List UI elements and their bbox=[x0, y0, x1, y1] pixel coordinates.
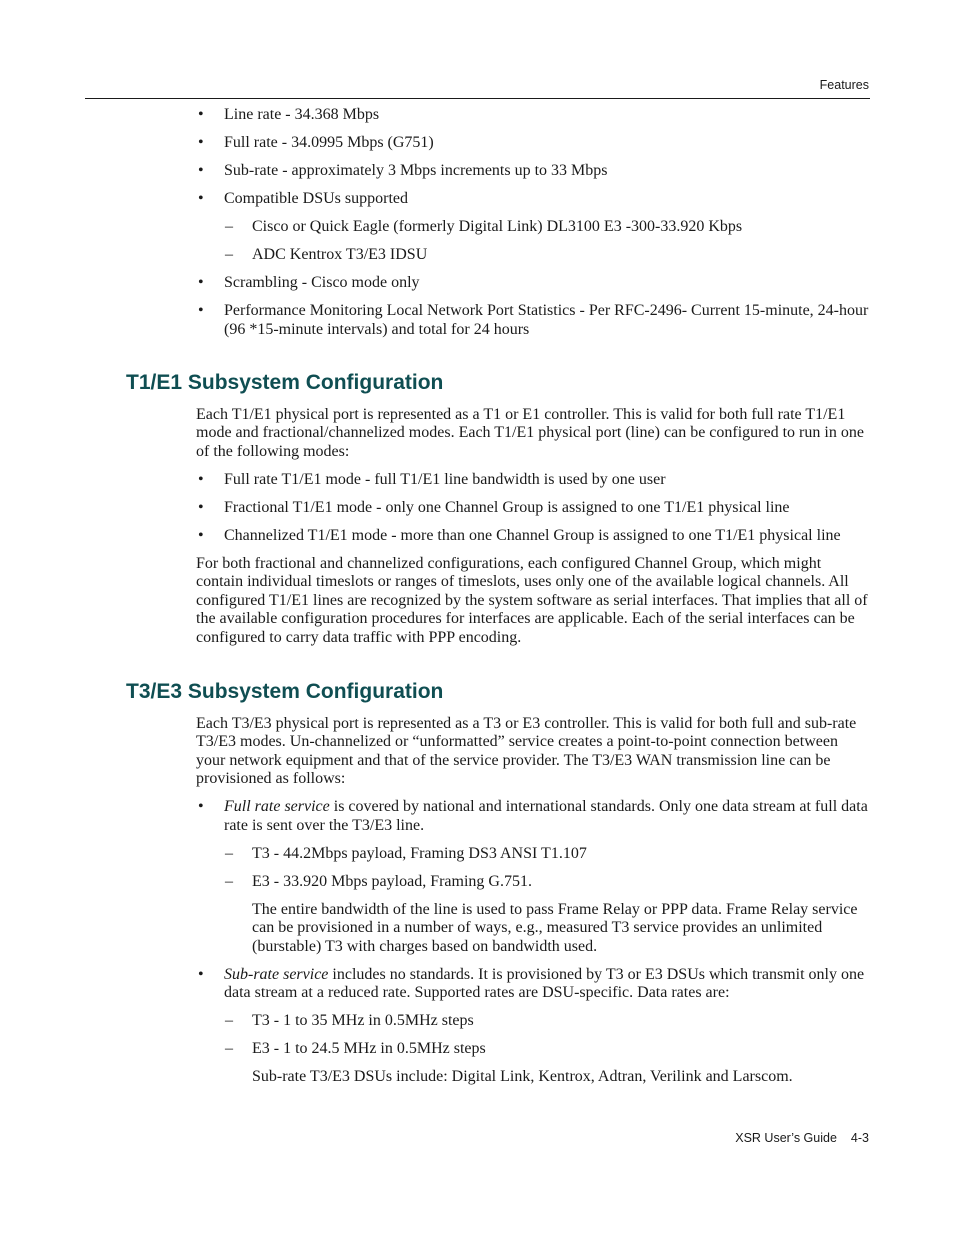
list-item: • Fractional T1/E1 mode - only one Channel Group is assigned to one T1/E1 physical line bbox=[224, 499, 870, 518]
list-item: • Scrambling - Cisco mode only bbox=[224, 274, 870, 293]
list-item: • Channelized T1/E1 mode - more than one Channel Group is assigned to one T1/E1 physical line bbox=[224, 527, 870, 546]
footer-title: XSR User’s Guide bbox=[735, 1131, 837, 1145]
running-header: Features bbox=[819, 78, 869, 92]
sub-list-item: – E3 - 33.920 Mbps payload, Framing G.751. bbox=[252, 873, 870, 892]
list-item: • Full rate T1/E1 mode - full T1/E1 line bandwidth is used by one user bbox=[224, 471, 870, 490]
sub-list-item: – Cisco or Quick Eagle (formerly Digital Link) DL3100 E3 -300-33.920 Kbps bbox=[252, 218, 870, 237]
list-item-text: includes no standards. It is provisioned by T3 or E3 DSUs which transmit only one data stream at a reduced rate. Supported rates are DSU-specific. Data rates are: bbox=[224, 965, 865, 1001]
page-number: 4-3 bbox=[850, 1131, 869, 1145]
paragraph: For both fractional and channelized configurations, each configured Channel Group, which might contain individual timeslots or ranges of timeslots, uses only one of the available logical channels. All configured T1/E1 lines are recognized by the system software as serial interfaces. That implies that all of the available configuration procedures for interfaces are applicable. Each of the serial interfaces can be configured to carry data traffic with PPP encoding. bbox=[196, 554, 868, 646]
section-heading-t3e3: T3/E3 Subsystem Configuration bbox=[126, 679, 444, 703]
list-item: • Full rate - 34.0995 Mbps (G751) bbox=[224, 134, 870, 153]
list-item: • Compatible DSUs supported bbox=[224, 190, 870, 209]
running-footer bbox=[735, 1131, 869, 1145]
paragraph: The entire bandwidth of the line is used to pass Frame Relay or PPP data. Frame Relay service can be provisioned in a number of ways, e.g., measured T3 service provides an unlimited (burstable) T3 with charges based on bandwidth used. bbox=[252, 900, 858, 955]
list-item: • Performance Monitoring Local Network Port Statistics - Per RFC-2496- Current 15-minute, 24-hour (96 *15-minute intervals) and total for 24 hours bbox=[224, 302, 870, 339]
term-full-rate: Full rate service bbox=[224, 798, 330, 815]
list-item: • Line rate - 34.368 Mbps bbox=[224, 106, 870, 125]
list-item bbox=[224, 966, 870, 1003]
section-heading-t1e1: T1/E1 Subsystem Configuration bbox=[126, 370, 444, 394]
sub-list-item: – T3 - 44.2Mbps payload, Framing DS3 ANSI T1.107 bbox=[252, 845, 870, 864]
paragraph: Each T3/E3 physical port is represented as a T3 or E3 controller. This is valid for both full and sub-rate T3/E3 modes. Un-channelized or “unformatted” service creates a point-to-point connection between your network equipment and that of the service provider. The T3/E3 WAN transmission line can be provisioned as follows: bbox=[196, 714, 857, 787]
list-item: • Sub-rate - approximately 3 Mbps increments up to 33 Mbps bbox=[224, 162, 870, 181]
sub-list-item: – E3 - 1 to 24.5 MHz in 0.5MHz steps bbox=[252, 1040, 870, 1059]
term-sub-rate: Sub-rate service bbox=[224, 965, 329, 983]
sub-list-item: – T3 - 1 to 35 MHz in 0.5MHz steps bbox=[252, 1012, 870, 1031]
paragraph: Sub-rate T3/E3 DSUs include: Digital Link, Kentrox, Adtran, Verilink and Larscom. bbox=[252, 1068, 793, 1085]
list-item-text: is covered by national and international standards. Only one data stream at full data rate is sent over the T3/E3 line. bbox=[224, 798, 868, 834]
header-rule bbox=[85, 98, 870, 99]
sub-list-item: – ADC Kentrox T3/E3 IDSU bbox=[252, 246, 870, 265]
page-body bbox=[0, 106, 954, 1096]
paragraph: Each T1/E1 physical port is represented as a T1 or E1 controller. This is valid for both full rate T1/E1 mode and fractional/channelized modes. Each T1/E1 physical port (line) can be configured to run in one of the following modes: bbox=[196, 405, 864, 460]
list-item bbox=[224, 798, 870, 835]
